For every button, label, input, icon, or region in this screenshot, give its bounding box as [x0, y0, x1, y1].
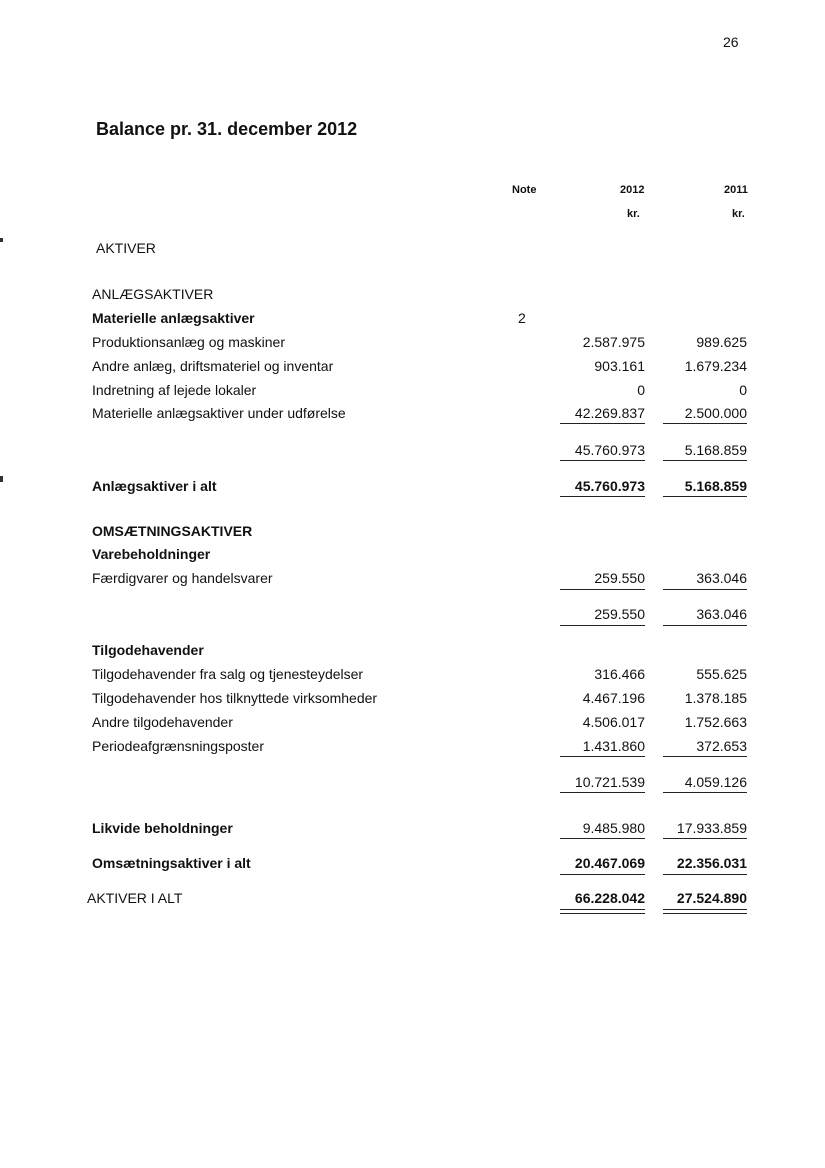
row-label-omsaetning-i-alt: Omsætningsaktiver i alt [92, 855, 251, 871]
heading-tilgodehavender: Tilgodehavender [92, 642, 204, 658]
heading-anlaegsaktiver: ANLÆGSAKTIVER [92, 286, 214, 302]
page-number: 26 [723, 34, 739, 50]
row-label-aktiver-i-alt: AKTIVER I ALT [87, 890, 183, 906]
column-header-2012: 2012 [620, 184, 645, 196]
heading-materielle: Materielle anlægsaktiver [92, 310, 255, 326]
row-value-2012-indretning: 0 [637, 382, 645, 398]
total-2012-omsaetning: 20.467.069 [574, 855, 645, 871]
total-2012-anlaeg: 45.760.973 [574, 478, 645, 494]
underline-2012 [560, 874, 645, 875]
column-unit-2012: kr. [627, 208, 640, 220]
row-value-2011-produktion: 989.625 [696, 334, 747, 350]
row-label-produktion: Produktionsanlæg og maskiner [92, 334, 285, 350]
row-value-2012-tg-salg: 316.466 [594, 666, 645, 682]
row-value-2012-tg-andre: 4.506.017 [582, 714, 645, 730]
row-value-2011-andre-anlaeg: 1.679.234 [684, 358, 747, 374]
underline-2012 [560, 792, 645, 793]
underline-2012 [560, 589, 645, 590]
subtotal-2011-tilgodehavender: 4.059.126 [684, 774, 747, 790]
double-underline-2012 [560, 909, 645, 914]
underline-2012 [560, 838, 645, 839]
row-label-periode: Periodeafgrænsningsposter [92, 738, 264, 754]
row-label-tg-salg: Tilgodehavender fra salg og tjenesteydelser [92, 666, 364, 682]
note-reference: 2 [518, 310, 526, 326]
underline-2012 [560, 756, 645, 757]
row-value-2011-faerdigvarer: 363.046 [696, 570, 747, 586]
total-2011-omsaetning: 22.356.031 [676, 855, 747, 871]
row-label-under-udfoerelse: Materielle anlægsaktiver under udførelse [92, 405, 346, 421]
underline-2011 [663, 589, 747, 590]
row-value-2012-faerdigvarer: 259.550 [594, 570, 645, 586]
subtotal-2011-varebeholdninger: 363.046 [696, 606, 747, 622]
column-unit-2011: kr. [732, 208, 745, 220]
row-label-anlaeg-i-alt: Anlægsaktiver i alt [92, 478, 217, 494]
column-header-2011: 2011 [724, 184, 748, 196]
row-label-likvide: Likvide beholdninger [92, 820, 233, 836]
row-value-2011-tg-andre: 1.752.663 [684, 714, 747, 730]
underline-2012 [560, 460, 645, 461]
subtotal-2012-materielle: 45.760.973 [574, 442, 645, 458]
row-value-2012-tg-tilknyttede: 4.467.196 [582, 690, 645, 706]
row-value-2011-tg-tilknyttede: 1.378.185 [684, 690, 747, 706]
row-value-2012-periode: 1.431.860 [582, 738, 645, 754]
underline-2012 [560, 625, 645, 626]
row-value-2012-produktion: 2.587.975 [582, 334, 645, 350]
grand-total-2011: 27.524.890 [676, 890, 747, 906]
row-value-2011-tg-salg: 555.625 [696, 666, 747, 682]
underline-2012 [560, 423, 645, 424]
row-label-tg-tilknyttede: Tilgodehavender hos tilknyttede virksomheder [92, 690, 378, 706]
row-value-2011-indretning: 0 [739, 382, 747, 398]
grand-total-2012: 66.228.042 [574, 890, 645, 906]
row-value-2011-likvide: 17.933.859 [676, 820, 747, 836]
underline-2011 [663, 496, 747, 497]
underline-2011 [663, 756, 747, 757]
underline-2011 [663, 460, 747, 461]
underline-2011 [663, 838, 747, 839]
heading-aktiver: AKTIVER [96, 240, 156, 256]
scan-edge-mark [0, 476, 3, 482]
underline-2011 [663, 792, 747, 793]
subtotal-2011-materielle: 5.168.859 [684, 442, 747, 458]
row-value-2012-andre-anlaeg: 903.161 [594, 358, 645, 374]
row-label-tg-andre: Andre tilgodehavender [92, 714, 233, 730]
row-value-2011-under-udfoerelse: 2.500.000 [684, 405, 747, 421]
row-value-2012-under-udfoerelse: 42.269.837 [574, 405, 645, 421]
underline-2011 [663, 874, 747, 875]
row-value-2012-likvide: 9.485.980 [582, 820, 645, 836]
heading-omsaetningsaktiver: OMSÆTNINGSAKTIVER [92, 523, 253, 539]
row-value-2011-periode: 372.653 [696, 738, 747, 754]
double-underline-2011 [663, 909, 747, 914]
page-title: Balance pr. 31. december 2012 [96, 119, 358, 139]
row-label-andre-anlaeg: Andre anlæg, driftsmateriel og inventar [92, 358, 334, 374]
row-label-faerdigvarer: Færdigvarer og handelsvarer [92, 570, 273, 586]
underline-2011 [663, 423, 747, 424]
total-2011-anlaeg: 5.168.859 [684, 478, 747, 494]
column-header-note: Note [512, 184, 537, 196]
subtotal-2012-varebeholdninger: 259.550 [594, 606, 645, 622]
subtotal-2012-tilgodehavender: 10.721.539 [574, 774, 645, 790]
underline-2012 [560, 496, 645, 497]
underline-2011 [663, 625, 747, 626]
row-label-indretning: Indretning af lejede lokaler [92, 382, 257, 398]
scan-edge-mark [0, 238, 3, 242]
heading-varebeholdninger: Varebeholdninger [92, 546, 211, 562]
